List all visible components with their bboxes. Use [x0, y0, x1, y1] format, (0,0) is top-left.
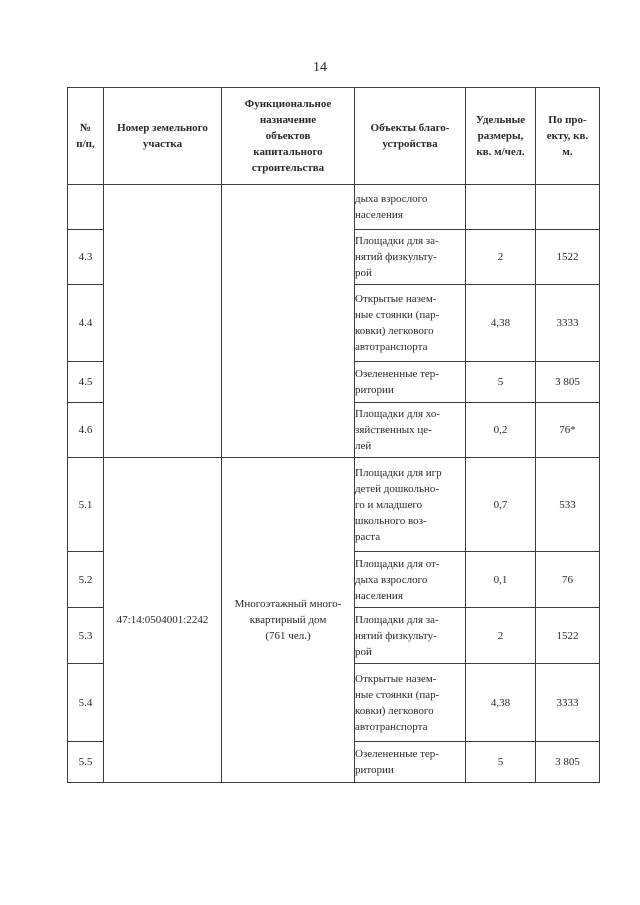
- purpose-line: Многоэтажный много-: [234, 598, 342, 610]
- landscaping-object-cell: [355, 552, 466, 608]
- purpose-cell: [222, 458, 355, 783]
- object-line: лей: [355, 440, 372, 452]
- land-plot-cell: [104, 185, 222, 458]
- header-project-area: По про- екту, кв. м.: [536, 88, 600, 185]
- unit-size-cell: 2: [466, 608, 536, 664]
- object-line: рой: [355, 267, 372, 279]
- object-line: автотранспорта: [355, 341, 428, 353]
- purpose-line: квартирный дом: [249, 614, 327, 626]
- project-area-cell: 1522: [536, 608, 600, 664]
- object-line: населения: [355, 589, 403, 602]
- object-line: Площадки для игр: [355, 466, 442, 479]
- project-area-cell: 3 805: [536, 362, 600, 403]
- landscaping-table: [67, 87, 600, 783]
- object-line: Площадки для хо-: [355, 408, 441, 420]
- header-unit-size: Удельные размеры, кв. м/чел.: [466, 88, 536, 185]
- project-area-cell: 3333: [536, 664, 600, 742]
- table-row: [68, 185, 600, 230]
- object-line: населения: [355, 209, 403, 221]
- project-area-cell: 3 805: [536, 742, 600, 783]
- row-number: 5.4: [68, 664, 104, 742]
- object-line: дыха взрослого: [355, 193, 428, 205]
- landscaping-object-cell: [355, 230, 466, 285]
- row-number: 4.3: [68, 230, 104, 285]
- project-area-cell: 1522: [536, 230, 600, 285]
- header-objects: Объекты благо- устройства: [355, 88, 466, 185]
- object-line: раста: [355, 530, 381, 543]
- row-number: 4.6: [68, 403, 104, 458]
- unit-size-cell: 0,1: [466, 552, 536, 608]
- object-line: школьного воз-: [355, 514, 427, 527]
- landscaping-object-cell: [355, 664, 466, 742]
- project-area-cell: 533: [536, 458, 600, 552]
- landscaping-object-cell: [355, 362, 466, 403]
- unit-size-cell: 4,38: [466, 664, 536, 742]
- unit-size-cell: 5: [466, 742, 536, 783]
- row-number: 4.4: [68, 285, 104, 362]
- object-line: детей дошкольно-: [355, 482, 440, 495]
- landscaping-object-cell: [355, 608, 466, 664]
- purpose-cell: [222, 185, 355, 458]
- landscaping-object-cell: [355, 285, 466, 362]
- object-line: дыха взрослого: [355, 573, 428, 586]
- header-number: № п/п,: [68, 88, 104, 185]
- unit-size-cell: [466, 185, 536, 230]
- landscaping-object-cell: [355, 185, 466, 230]
- unit-size-cell: 0,7: [466, 458, 536, 552]
- land-plot-cell: [104, 458, 222, 783]
- row-number: 4.5: [68, 362, 104, 403]
- header-purpose: Функциональное назначение объектов капитального строительства: [222, 88, 355, 185]
- object-line: Открытые назем-: [355, 672, 437, 685]
- project-area-cell: [536, 185, 600, 230]
- landscaping-object-cell: [355, 458, 466, 552]
- landscaping-object-cell: [355, 742, 466, 783]
- object-line: Открытые назем-: [355, 293, 437, 305]
- object-line: автотранспорта: [355, 720, 428, 733]
- unit-size-cell: 4,38: [466, 285, 536, 362]
- object-line: Озелененные тер-: [355, 368, 439, 380]
- object-line: рой: [355, 645, 372, 658]
- row-number: [68, 185, 104, 230]
- land-plot-number: 47:14:0504001:2242: [116, 614, 209, 626]
- object-line: нятий физкульту-: [355, 251, 437, 263]
- object-line: ные стоянки (пар-: [355, 309, 440, 321]
- unit-size-cell: 0,2: [466, 403, 536, 458]
- table-header-row: [68, 88, 600, 185]
- row-number: 5.1: [68, 458, 104, 552]
- purpose-line: (761 чел.): [265, 630, 311, 642]
- project-area-cell: 76: [536, 552, 600, 608]
- header-land-plot: Номер земельного участка: [104, 88, 222, 185]
- object-line: Озелененные тер-: [355, 748, 439, 760]
- project-area-cell: 3333: [536, 285, 600, 362]
- row-number: 5.3: [68, 608, 104, 664]
- object-line: ритории: [355, 384, 394, 396]
- unit-size-cell: 5: [466, 362, 536, 403]
- landscaping-object-cell: [355, 403, 466, 458]
- table-row: [68, 458, 600, 552]
- object-line: Площадки для за-: [355, 613, 439, 626]
- object-line: нятий физкульту-: [355, 629, 437, 642]
- row-number: 5.5: [68, 742, 104, 783]
- object-line: ритории: [355, 764, 394, 776]
- object-line: го и младшего: [355, 498, 423, 511]
- object-line: ковки) легкового: [355, 325, 434, 337]
- page-number: 14: [313, 60, 327, 75]
- project-area-cell: 76*: [536, 403, 600, 458]
- object-line: ковки) легкового: [355, 704, 434, 717]
- unit-size-cell: 2: [466, 230, 536, 285]
- object-line: зяйственных це-: [355, 424, 432, 436]
- object-line: Площадки для от-: [355, 557, 440, 570]
- object-line: ные стоянки (пар-: [355, 688, 440, 701]
- row-number: 5.2: [68, 552, 104, 608]
- object-line: Площадки для за-: [355, 235, 439, 247]
